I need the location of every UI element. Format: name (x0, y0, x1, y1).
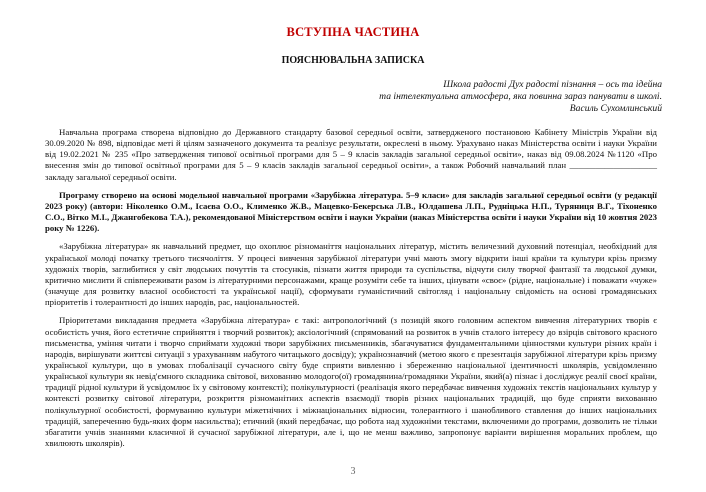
document-subtitle: ПОЯСНЮВАЛЬНА ЗАПИСКА (281, 55, 425, 66)
epigraph (242, 79, 662, 115)
epigraph-line-1: Школа радості Дух радості пізнання – ось та ідейна (443, 79, 662, 90)
paragraph-model-program: Програму створено на основі модельної навчальної програми «Зарубіжна література. 5–9 класи» для закладів загальної середньої освіти (у редакції 2023 року) (автори: Ніколенко О.М., Ісаєва О.О., Клименко Ж.В., Мацевко-Бекерська Л.В., Юлдашева Л.П., Рудніцька Н.П., Туряниця В.Г., Тіхоненко С.О., Вітко М.І., Джангобекова Т.А.), рекомендованої Міністерством освіти і науки України (наказ Міністерства освіти і науки України від 10 жовтня 2023 року № 1226). (45, 189, 657, 234)
epigraph-line-2: та інтелектуальна атмосфера, яка повинна зараз панувати в школі. (379, 91, 662, 102)
body-text (45, 127, 657, 456)
paragraph-subject-description: «Зарубіжна література» як навчальний предмет, що охоплює різноманіття національних літератур, містить величезний духовний потенціал, необхідний для української молоді початку третього тисячоліття. У процесі вивчення зарубіжної літератури учні мають змогу відкрити інші країни та культури крізь призму художніх творів, заглибитися у світ людських почуттів та стосунків, пізнати життя природи та суспільства, відчути силу творчої фантазії та людської думки, критично мислити й співпереживати разом із літературними персонажами, краще розуміти себе та інших, цінувати «своє» (рідне, національне) і поважати «чуже» (значуще для розвитку власної особистості та української нації), сформувати гуманістичний світогляд і національну свідомість на основі громадянських пріоритетів і толерантності до інших народів, рас, національностей. (45, 241, 657, 308)
page-number: 3 (350, 466, 356, 477)
paragraph-priorities: Пріоритетами викладання предмета «Зарубіжна література» є такі: антропологічний (з позицій якого головним аспектом вивчення літературних творів є особистість учня, його естетичне сприйняття і творчий розвиток); аксіологічний (спрямований на розвиток в учнів сталого інтересу до взірців світового красного письменства, уміння читати і творчо сприймати художні твори зарубіжних письменників, збагачуватися фундаментальними цінностями культури різних країн і народів, вирішувати життєві ситуації з урахуванням набутого читацького досвіду); українознавчий (метою якого є презентація зарубіжної літератури крізь призму української культури, що в умовах глобалізації сучасного світу буде сприяти вивленню і збереженню національної ідентичності школярів, усвідомленню української культури як невід'ємного складника світової, вихованню молодого(ої) громадянина/громадянки України, який(а) пізнає і досліджує реалії своєї країни, традиції рідної культури й усвідомлює їх у світовому контексті); полікультурності (реалізація якого передбачає вивчення художніх текстів національних культур у контексті розвитку світової літератури, розкриття різноманітних аспектів взаємодії творів різних національних традицій, що буде сприяти вихованню полікультурної особистості, формуванню культури міжетнічних і міжнаціональних відносин, толерантного і шанобливого ставлення до інших національних традицій, запереченню будь-яких форм насильства); етичний (який передбачає, що робота над художніми текстами, включеними до програми, дозволить не тільки збагатити учнів знаннями класичної й сучасної зарубіжної літератури, але і, що не менш важливо, запропонує варіанти вирішення моральних проблем, що хвилюють школярів). (45, 315, 657, 449)
paragraph-standard: Навчальна програма створена відповідно до Державного стандарту базової середньої освіти, затвердженого постановою Кабінету Міністрів України від 30.09.2020 № 898, відповідає меті й цілям зазначеного документа та реалізує результати, окреслені в ньому. Урахувано наказ Міністерства освіти і науки України від 19.02.2021 № 235 «Про затвердження типової освітньої програми для 5 – 9 класів закладів загальної середньої освіти», наказ від 09.08.2024 №1120 «Про внесення змін до типової освітньої програми для 5 – 9 класів закладів загальної середньої освіти», а також Робочий навчальний план ____________________ закладу загальної середньої освіти. (45, 127, 657, 182)
epigraph-author: Василь Сухомлинський (569, 103, 662, 114)
document-title: ВСТУПНА ЧАСТИНА (286, 25, 420, 39)
